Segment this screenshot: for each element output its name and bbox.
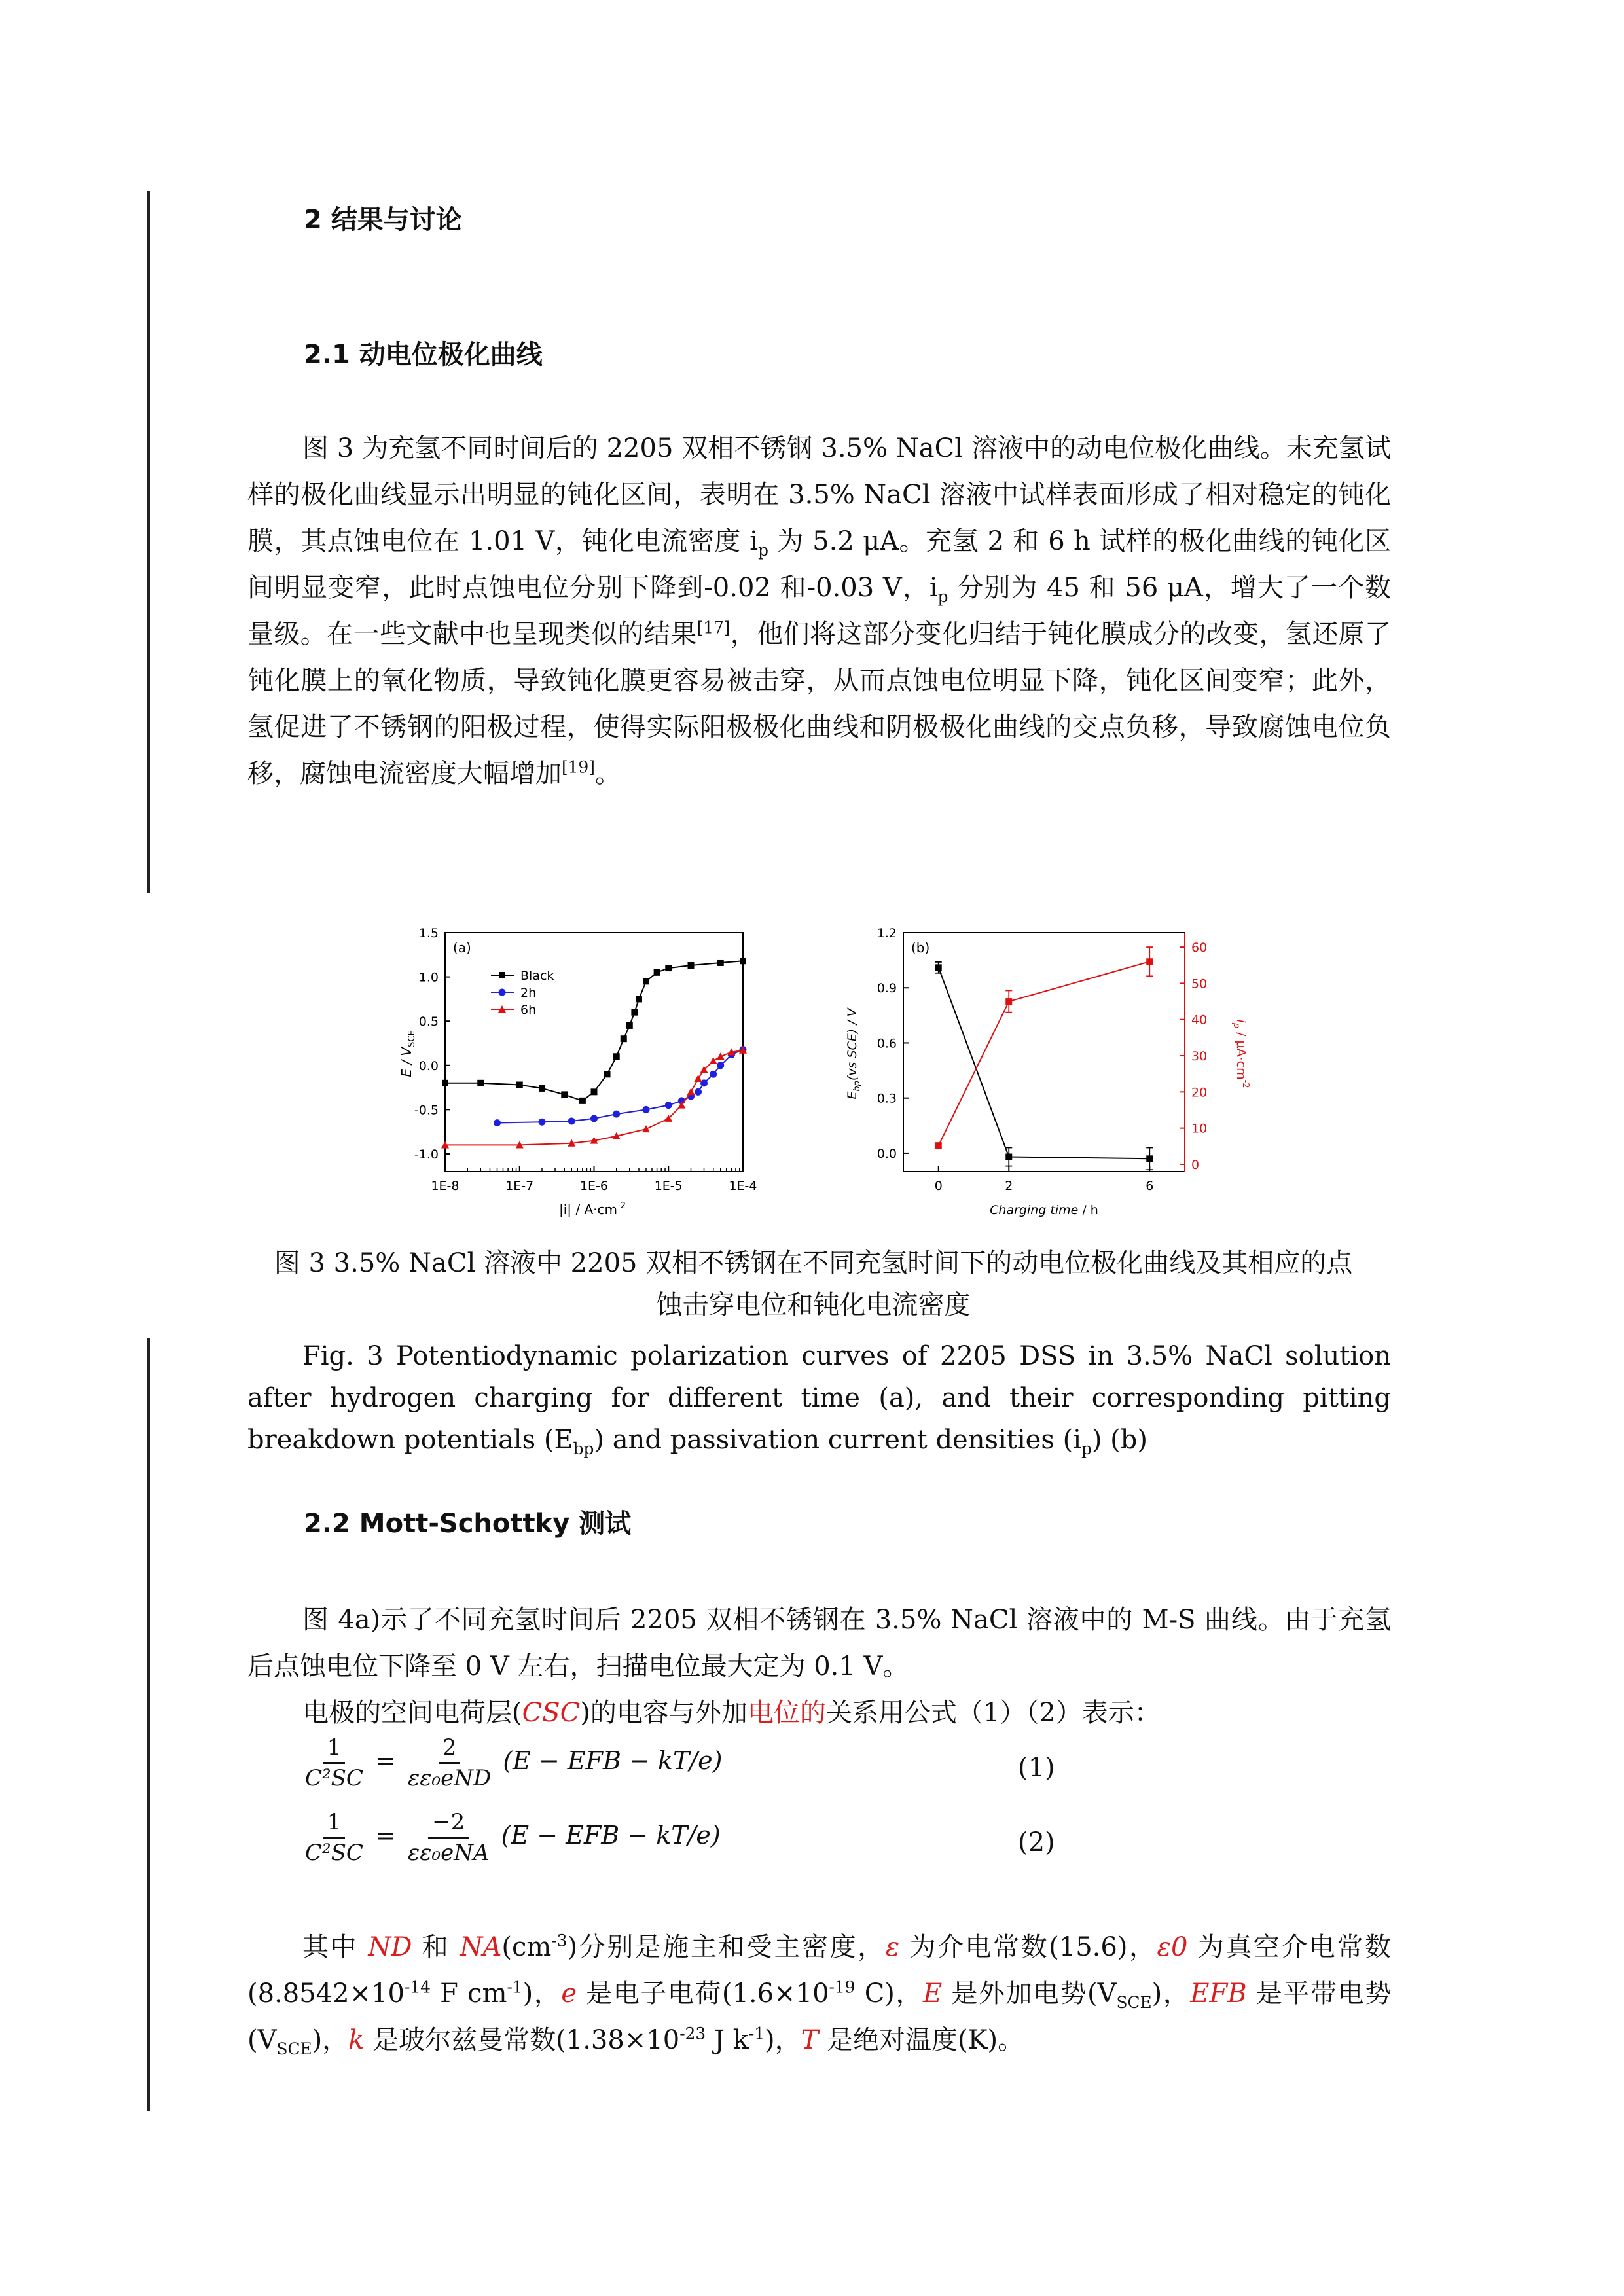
revision-bar-top bbox=[147, 191, 150, 893]
equation-2-number: (2) bbox=[1018, 1827, 1055, 1857]
series-2h-point bbox=[613, 1111, 620, 1118]
series-black-point bbox=[477, 1080, 484, 1086]
revision-bar-bottom bbox=[147, 1338, 150, 2111]
figure-3-caption-cn bbox=[242, 1242, 1384, 1326]
a-ytick-label: 1.0 bbox=[418, 970, 439, 985]
b-ytick-left-label: 1.2 bbox=[876, 926, 897, 941]
panel-a-ylabel: E / $V_{SCE}$ bbox=[399, 1030, 417, 1077]
series-black-point bbox=[613, 1053, 620, 1060]
panel-b-xlabel: Charging time / h bbox=[990, 1203, 1098, 1217]
series-black-point bbox=[717, 960, 724, 966]
b-ytick-left-label: 0.9 bbox=[876, 981, 897, 996]
equation-1-number: (1) bbox=[1018, 1753, 1055, 1783]
section-2-heading: 2 结果与讨论 bbox=[304, 205, 462, 235]
b-ytick-right-label: 60 bbox=[1191, 941, 1208, 956]
section-2-2-paragraph-3: 其中 ND 和 $NA(cm^{-3})$分别是施主和受主密度，ε 为介电常数(15.6)，ε0 为真空介电常数($8.8542\times 10^{-14}$ F $cm^{-1}$)，e 是电子电荷($1.6\times 10^{-19}$ C)，E 是外加电势$(V_{SCE})$，EFB 是平带电势$(V_{SCE})$，k 是玻尔兹曼常数($1.38\times 10^{-23}$ J $k^{-1}$)，T 是绝对温度(K)。 bbox=[247, 1931, 1391, 2058]
b-ytick-right-label: 50 bbox=[1191, 977, 1208, 992]
series-black-point bbox=[591, 1088, 598, 1095]
series-2h-point bbox=[710, 1071, 717, 1078]
panel-b-label: (b) bbox=[911, 940, 930, 956]
series-2h-point bbox=[494, 1119, 501, 1126]
series-black-point bbox=[654, 969, 660, 976]
b-ytick-left-label: 0.3 bbox=[876, 1091, 897, 1106]
series-6h-point bbox=[717, 1052, 725, 1060]
b-ytick-right-label: 40 bbox=[1191, 1013, 1208, 1028]
series-2h-point bbox=[695, 1088, 702, 1096]
series-ebp-line bbox=[939, 967, 1150, 1158]
a-ytick-label: -0.5 bbox=[414, 1103, 439, 1118]
a-ytick-label: -1.0 bbox=[414, 1147, 439, 1162]
b-ytick-left-label: 0.6 bbox=[876, 1036, 897, 1051]
section-2-2-paragraph-2: 电极的空间电荷层(CSC)的电容与外加电位的关系用公式（1）（2）表示： bbox=[302, 1698, 1161, 1728]
caption-cn-line-1: 图 3 3.5% NaCl 溶液中 2205 双相不锈钢在不同充氢时间下的动电位极化曲线及其相应的点 bbox=[274, 1248, 1353, 1278]
series-2h-point bbox=[665, 1102, 672, 1109]
panel-a-xlabel: $|i| / A\cdot cm^{-2}$ bbox=[559, 1201, 626, 1217]
series-ip-point bbox=[1146, 958, 1153, 965]
series-black-point bbox=[579, 1098, 586, 1104]
legend-black: Black bbox=[520, 969, 554, 983]
a-xtick-label: 1E-7 bbox=[505, 1179, 534, 1193]
a-ytick-label: 0.0 bbox=[418, 1058, 439, 1073]
b-ytick-right-label: 30 bbox=[1191, 1049, 1208, 1064]
series-black-point bbox=[516, 1082, 523, 1088]
section-2-1-heading: 2.1 动电位极化曲线 bbox=[304, 340, 543, 370]
a-ytick-label: 0.5 bbox=[418, 1014, 439, 1030]
series-6h-point bbox=[687, 1088, 695, 1095]
series-2h-point bbox=[568, 1117, 575, 1124]
series-black-point bbox=[561, 1091, 568, 1098]
series-black-point bbox=[740, 958, 746, 964]
a-xtick-label: 1E-8 bbox=[431, 1179, 460, 1193]
series-2h-point bbox=[643, 1106, 650, 1113]
series-2h-point bbox=[717, 1062, 724, 1069]
series-ebp-point bbox=[935, 964, 942, 971]
legend-a bbox=[491, 969, 554, 1017]
series-black-point bbox=[604, 1071, 611, 1077]
series-black-point bbox=[539, 1085, 545, 1092]
legend-2h: 2h bbox=[520, 986, 537, 1000]
series-ebp-point bbox=[1005, 1154, 1012, 1160]
legend-6h: 6h bbox=[520, 1003, 537, 1017]
series-ip-point bbox=[1005, 998, 1012, 1005]
equation-1: $\frac{1}{\text{C²SC}}$ = $\frac{2}{\text{εε₀eND}}$ (E − EFB − kT/e) bbox=[305, 1734, 723, 1791]
series-2h-line bbox=[497, 1049, 744, 1122]
series-6h-point bbox=[695, 1075, 702, 1082]
section-2-2-paragraph-1: 图 4a)示了不同充氢时间后 2205 双相不锈钢在 3.5% NaCl 溶液中的 M-S 曲线。由于充氢后点蚀电位下降至 0 V 左右，扫描电位最大定为 0.1 V。 bbox=[247, 1605, 1391, 1681]
series-ebp-point bbox=[1146, 1155, 1153, 1162]
panel-a-label: (a) bbox=[453, 940, 471, 956]
series-black-point bbox=[665, 965, 672, 971]
b-ytick-left-label: 0.0 bbox=[876, 1146, 897, 1161]
series-black-point bbox=[626, 1022, 633, 1029]
b-xtick-label: 6 bbox=[1146, 1179, 1154, 1193]
a-xtick-label: 1E-6 bbox=[579, 1179, 609, 1193]
series-black-point bbox=[442, 1080, 448, 1086]
section-2-1-paragraph: 图 3 为充氢不同时间后的 2205 双相不锈钢 3.5% NaCl 溶液中的动电位极化曲线。未充氢试样的极化曲线显示出明显的钝化区间，表明在 3.5% NaCl 溶液中试样表面形成了相对稳定的钝化膜，其点蚀电位在 1.01 V，钝化电流密度 $i_p$ 为 5.2 μA。充氢 2 和 6 h 试样的极化曲线的钝化区间明显变窄，此时点蚀电位分别下降到-0.02 和-0.03 V，$i_p$ 分别为 45 和 56 μA，增大了一个数量级。在一些文献中也呈现类似的结果[17]，他们将这部分变化归结于钝化膜成分的改变，氢还原了钝化膜上的氧化物质，导致钝化膜更容易被击穿，从而点蚀电位明显下降，钝化区间变窄；此外，氢促进了不锈钢的阳极过程，使得实际阳极极化曲线和阴极极化曲线的交点负移，导致腐蚀电位负移，腐蚀电流密度大幅增加[19]。 bbox=[247, 433, 1392, 789]
figure-3-panel-a bbox=[367, 916, 766, 1230]
series-black-point bbox=[631, 1009, 638, 1016]
series-6h-point bbox=[642, 1125, 650, 1132]
panel-b-ylabel-right: $i_p / \mu A\cdot cm^{-2}$ bbox=[1231, 1019, 1250, 1088]
series-black-point bbox=[687, 962, 694, 969]
b-ytick-right-label: 0 bbox=[1191, 1157, 1200, 1172]
plot-frame-a bbox=[445, 933, 743, 1172]
series-6h-line bbox=[445, 1050, 743, 1145]
equation-2: $\frac{1}{\text{C²SC}}$ = $\frac{-2}{\text{εε₀eNA}}$ (E − EFB − kT/e) bbox=[305, 1809, 721, 1866]
b-xtick-label: 0 bbox=[934, 1179, 943, 1193]
series-ip-point bbox=[935, 1142, 942, 1149]
caption-cn-line-2: 蚀击穿电位和钝化电流密度 bbox=[656, 1290, 971, 1320]
series-6h-point bbox=[710, 1057, 717, 1064]
series-black-point bbox=[643, 978, 649, 984]
figure-3-panel-b bbox=[831, 916, 1250, 1230]
b-ytick-right-label: 20 bbox=[1191, 1085, 1208, 1100]
series-2h-point bbox=[590, 1115, 598, 1122]
panel-b-ylabel-left: $E_{bp}(vs$ SCE) / V bbox=[845, 1008, 862, 1100]
a-ytick-label: 1.5 bbox=[418, 926, 439, 941]
a-xtick-label: 1E-4 bbox=[729, 1179, 757, 1193]
figure-3-caption-en: Fig. 3 Potentiodynamic polarization curves of 2205 DSS in 3.5% NaCl solution after hydrogen charging for different time (a), and their corresponding pitting breakdown potentials $(E_{bp})$ and passivation current densities $(i_p)$ (b) bbox=[247, 1341, 1391, 1458]
b-ytick-right-label: 10 bbox=[1191, 1121, 1208, 1136]
series-2h-point bbox=[700, 1079, 708, 1086]
series-black-point bbox=[636, 996, 642, 1002]
plot-frame-b bbox=[903, 933, 1185, 1172]
section-2-2-heading: 2.2 Mott-Schottky 测试 bbox=[304, 1509, 632, 1539]
a-xtick-label: 1E-5 bbox=[654, 1179, 683, 1193]
series-2h-point bbox=[538, 1119, 545, 1126]
b-xtick-label: 2 bbox=[1005, 1179, 1013, 1193]
series-black-point bbox=[621, 1035, 627, 1042]
